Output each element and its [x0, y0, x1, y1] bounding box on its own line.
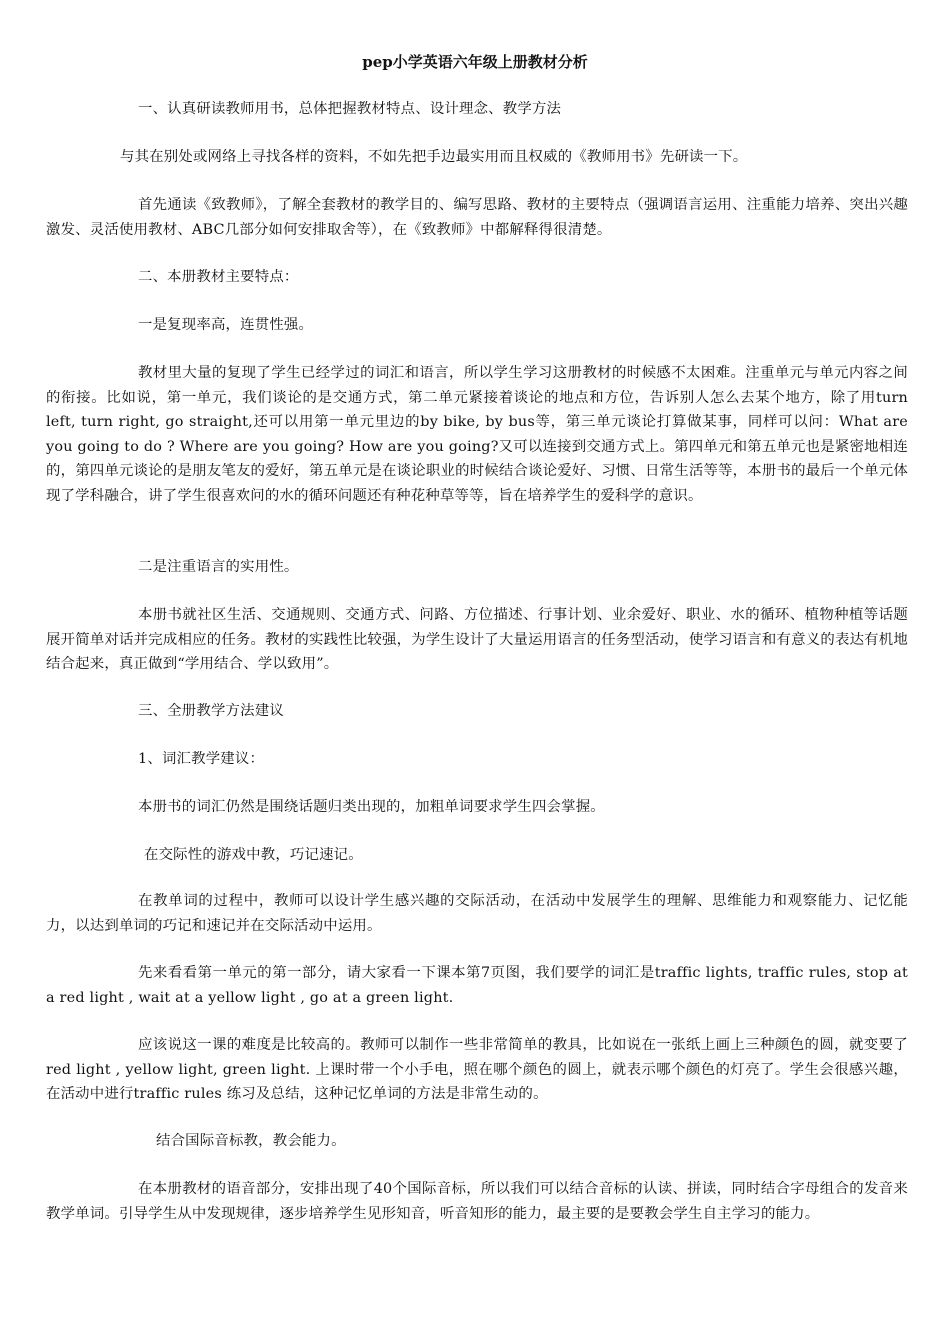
- paragraph: 本册书的词汇仍然是围绕话题归类出现的，加粗单词要求学生四会掌握。: [138, 799, 605, 815]
- subheading: 1、词汇教学建议：: [138, 751, 265, 767]
- subheading: 二是注重语言的实用性。: [138, 559, 299, 575]
- section-heading-1: 一、认真研读教师用书，总体把握教材特点、设计理念、教学方法: [138, 101, 562, 117]
- section-heading-3: 三、全册教学方法建议: [138, 703, 284, 719]
- section-heading-2: 二、本册教材主要特点：: [138, 269, 299, 285]
- subheading: 一是复现率高，连贯性强。: [138, 317, 314, 333]
- subheading: 在交际性的游戏中教，巧记速记。: [144, 847, 363, 863]
- paragraph: 在本册教材的语音部分，安排出现了40个国际音标，所以我们可以结合音标的认读、拼读，同时结合字母组合的发音来教学单词。引导学生从中发现规律，逐步培养学生见形知音，听音知形的能力，最主要的是要教会学生自主学习的能力。: [46, 1181, 908, 1222]
- paragraph: 先来看看第一单元的第一部分，请大家看一下课本第7页图，我们要学的词汇是traffic lights, traffic rules, stop at a red light , wait at a yellow light , go at a green light.: [46, 965, 908, 1006]
- paragraph: 应该说这一课的难度是比较高的。教师可以制作一些非常简单的教具，比如说在一张纸上画上三种颜色的圆，就变要了red light , yellow light, green light. 上课时带一个小手电，照在哪个颜色的圆上，就表示哪个颜色的灯亮了。学生会很感兴趣，在活动中进行traffic rules 练习及总结，这种记忆单词的方法是非常生动的。: [46, 1037, 908, 1103]
- paragraph: 在教单词的过程中，教师可以设计学生感兴趣的交际活动，在活动中发展学生的理解、思维能力和观察能力、记忆能力，以达到单词的巧记和速记并在交际活动中运用。: [46, 893, 908, 934]
- paragraph: 与其在别处或网络上寻找各样的资料，不如先把手边最实用而且权威的《教师用书》先研读一下。: [120, 149, 748, 165]
- subheading: 结合国际音标教，教会能力。: [156, 1133, 346, 1149]
- paragraph: 本册书就社区生活、交通规则、交通方式、问路、方位描述、行事计划、业余爱好、职业、水的循环、植物种植等话题展开简单对话并完成相应的任务。教材的实践性比较强，为学生设计了大量运用语言的任务型活动，使学习语言和有意义的表达有机地结合起来，真正做到“学用结合、学以致用”。: [46, 607, 908, 673]
- paragraph: 首先通读《致教师》，了解全套教材的教学目的、编写思路、教材的主要特点（强调语言运用、注重能力培养、突出兴趣激发、灵活使用教材、ABC几部分如何安排取舍等），在《致教师》中都解释得很清楚。: [46, 197, 908, 238]
- paragraph: 教材里大量的复现了学生已经学过的词汇和语言，所以学生学习这册教材的时候感不太困难。注重单元与单元内容之间的衔接。比如说，第一单元，我们谈论的是交通方式，第二单元紧接着谈论的地点和方位，告诉别人怎么去某个地方，除了用turn left, turn right, go straight,还可以用第一单元里边的by bike, by bus等，第三单元谈论打算做某事，同样可以问：What are you going to do ? Where are you going? How are you going?又可以连接到交通方式上。第四单元和第五单元也是紧密地相连的，第四单元谈论的是朋友笔友的爱好，第五单元是在谈论职业的时候结合谈论爱好、习惯、日常生活等等，本册书的最后一个单元体现了学科融合，讲了学生很喜欢问的水的循环问题还有种花种草等等，旨在培养学生的爱科学的意识。: [46, 365, 908, 504]
- document-title: pep小学英语六年级上册教材分析: [362, 53, 588, 71]
